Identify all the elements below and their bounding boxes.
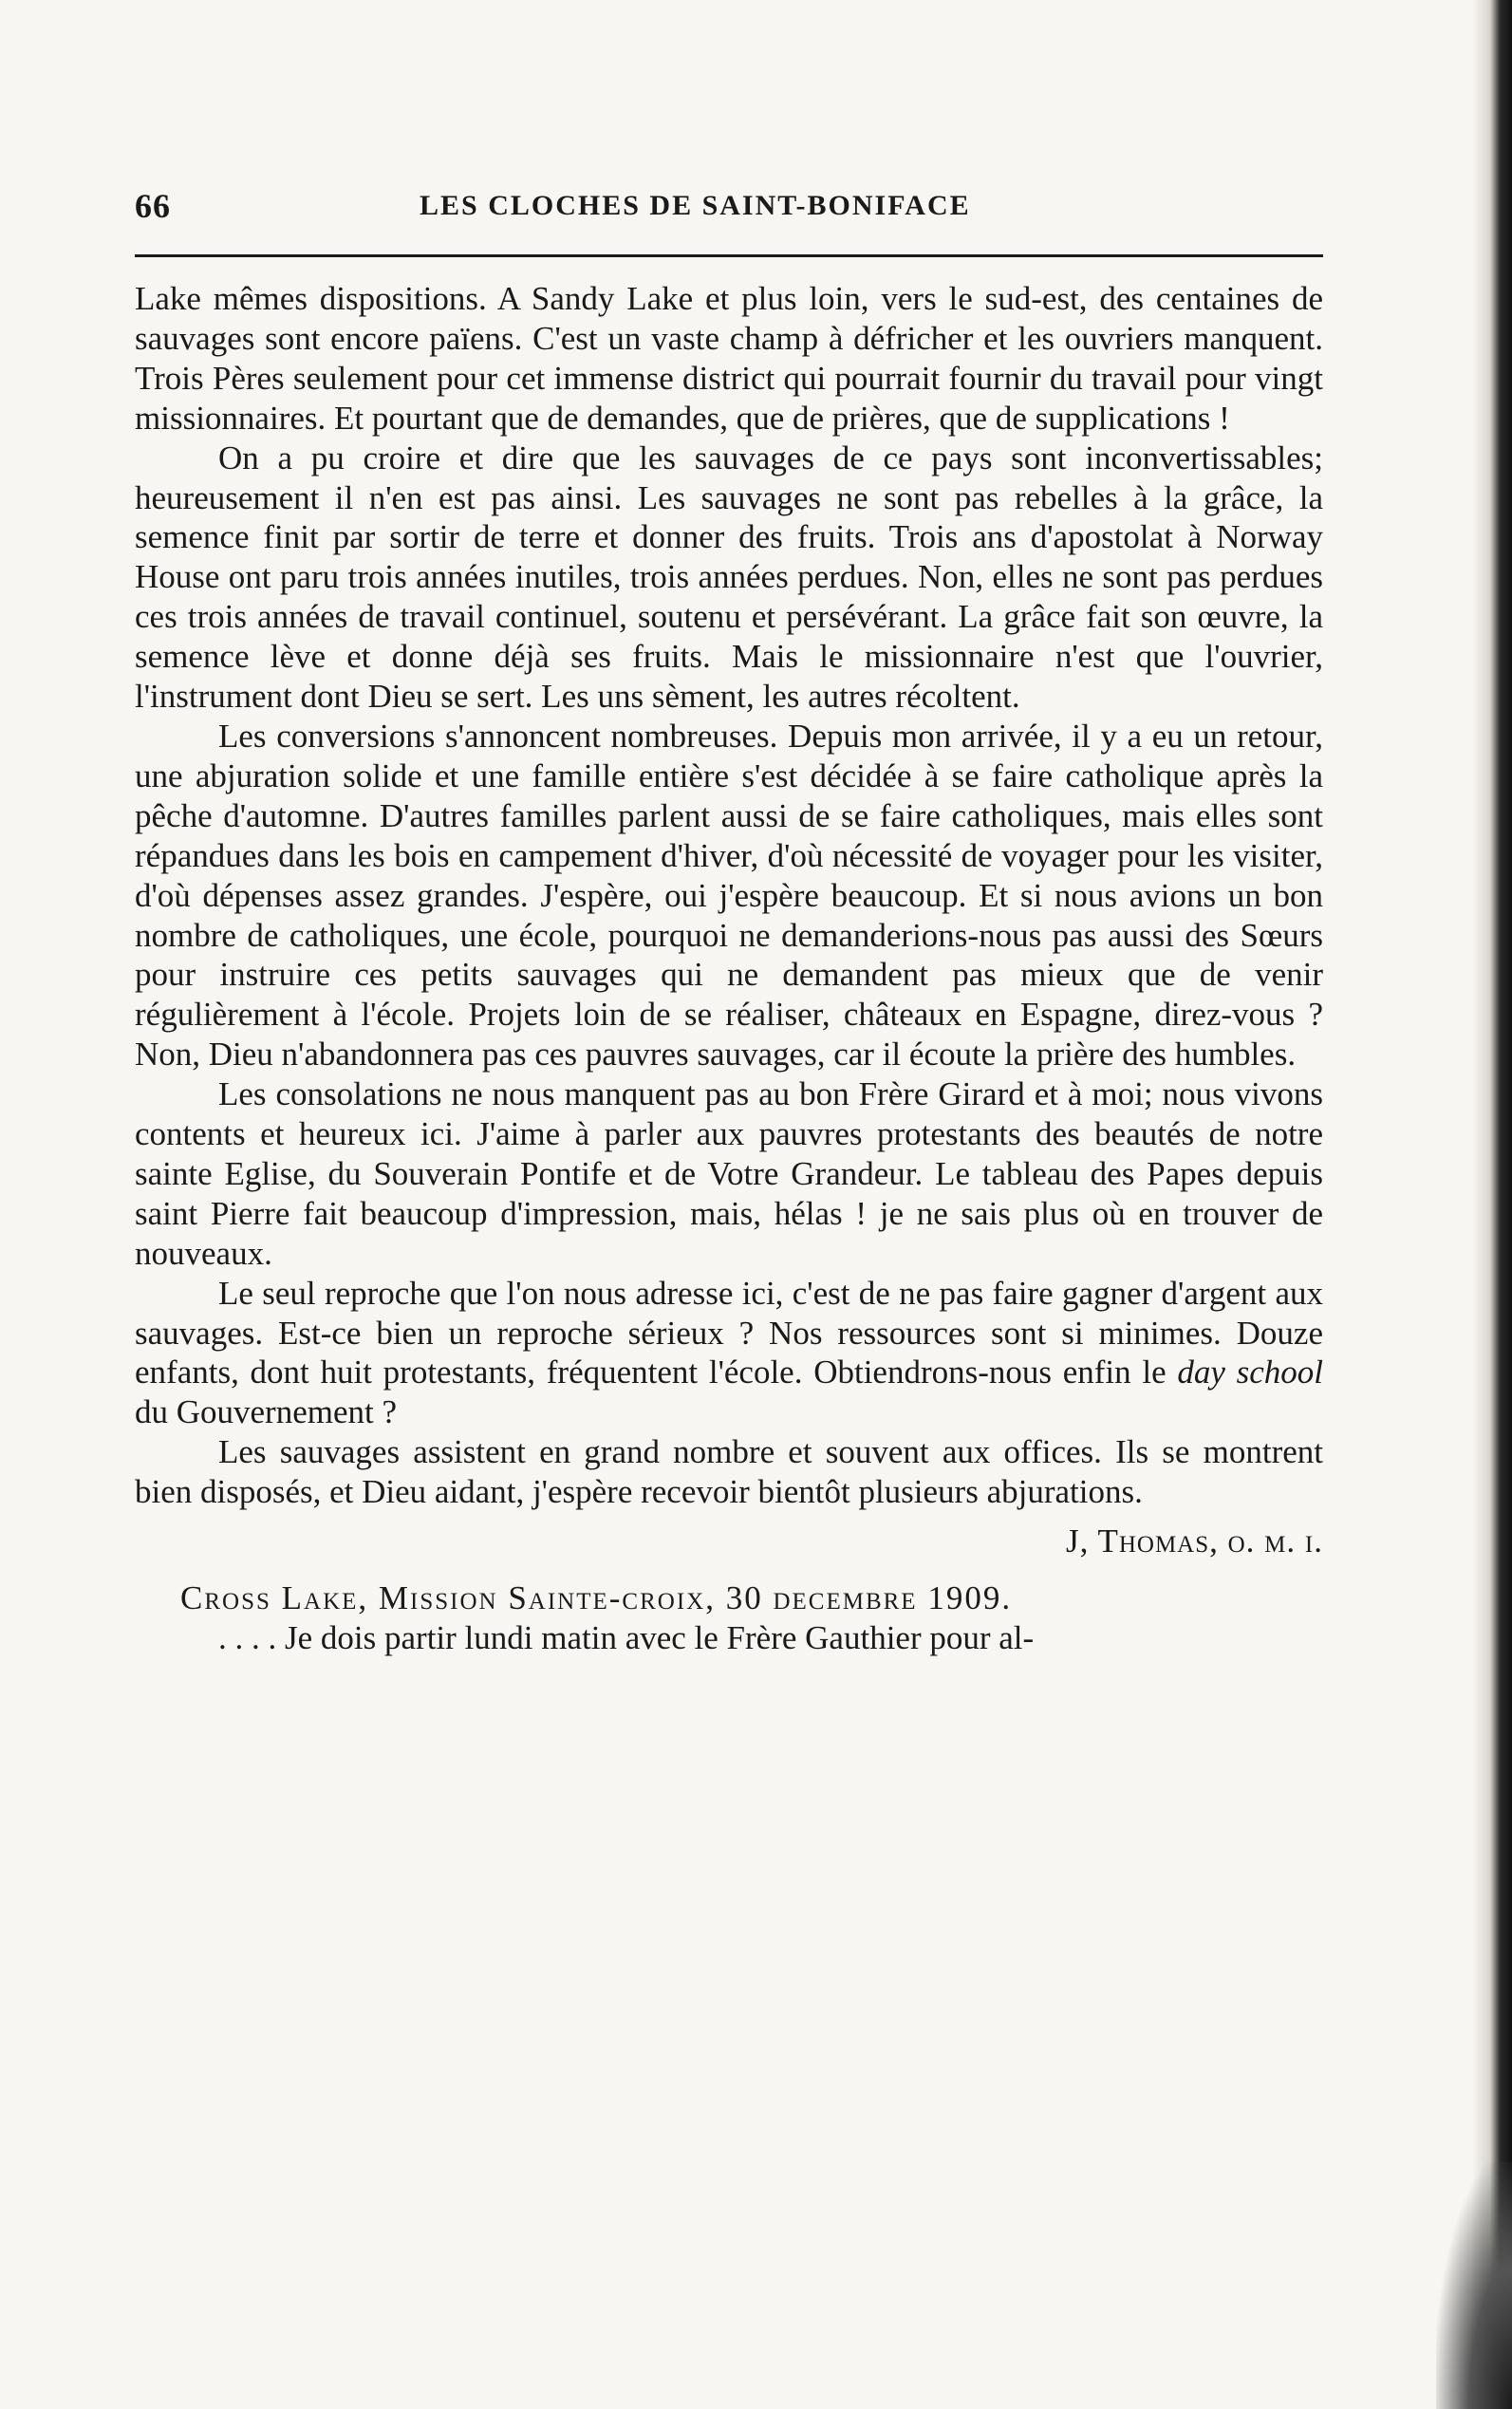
continuation-paragraph: . . . . Je dois partir lundi matin avec le Frère Gauthier pour al-	[218, 1618, 1035, 1656]
running-head: LES CLOCHES DE SAINT-BONIFACE	[420, 190, 971, 221]
page-corner-shadow	[1436, 2162, 1512, 2409]
paragraph-6: Les sauvages assistent en grand nombre et souvent aux offices. Ils se montrent bien disposés, et Dieu aidant, j'espère recevoir bientôt plusieurs abjurations.	[135, 1433, 1323, 1511]
paragraph-5-text-b: du Gouvernement ?	[135, 1393, 398, 1431]
paragraph-5-italic: day school	[1177, 1354, 1323, 1391]
paragraph-4: Les consolations ne nous manquent pas au bon Frère Girard et à moi; nous vivons contents et heureux ici. J'aime à parler aux pauvres protestants des beautés de notre sainte Eglise, du Souverain Pontife et de Votre Grandeur. Le tableau des Papes depuis saint Pierre fait beaucoup d'impression, mais, hélas ! je ne sais plus où en trouver de nouveaux.	[135, 1075, 1323, 1272]
page-header	[135, 186, 1323, 237]
paragraph-5-text-a: Le seul reproche que l'on nous adresse ici, c'est de ne pas faire gagner d'argent aux sauvages. Est-ce bien un reproche sérieux ? Nos ressources sont si minimes. Douze enfants, dont huit protestants, fréquentent l'école. Obtiendrons-nous enfin le	[135, 1274, 1323, 1391]
dateline: Cross Lake, Mission Sainte-croix, 30 decembre 1909.	[180, 1579, 1013, 1616]
page-edge-shadow	[1472, 0, 1512, 2409]
paragraph-3: Les conversions s'annoncent nombreuses. Depuis mon arrivée, il y a eu un retour, une abjuration solide et une famille entière s'est décidée à se faire catholique après la pêche d'automne. D'autres familles parlent aussi de se faire catholiques, mais elles sont répandues dans les bois en campement d'hiver, d'où nécessité de voyager pour les visiter, d'où dépenses assez grandes. J'espère, oui j'espère beaucoup. Et si nous avions un bon nombre de catholiques, une école, pourquoi ne demanderions-nous pas aussi des Sœurs pour instruire ces petits sauvages qui ne demandent pas mieux que de venir régulièrement à l'école. Projets loin de se réaliser, châteaux en Espagne, direz-vous ? Non, Dieu n'abandonnera pas ces pauvres sauvages, car il écoute la prière des humbles.	[135, 717, 1323, 1074]
paragraph-1: Lake mêmes dispositions. A Sandy Lake et plus loin, vers le sud-est, des centaines de sauvages sont encore païens. C'est un vaste champ à défricher et les ouvriers manquent. Trois Pères seulement pour cet immense district qui pourrait fournir du travail pour vingt missionnaires. Et pourtant que de demandes, que de prières, que de supplications !	[135, 280, 1323, 437]
body-text	[135, 279, 1323, 1658]
paragraph-5	[135, 1274, 1323, 1433]
signature: J, Thomas, o. m. i.	[1065, 1522, 1323, 1560]
header-rule	[135, 254, 1323, 257]
paragraph-2: On a pu croire et dire que les sauvages de ce pays sont inconvertissables; heureusement il n'en est pas ainsi. Les sauvages ne sont pas rebelles à la grâce, la semence finit par sortir de terre et donner des fruits. Trois ans d'apostolat à Norway House ont paru trois années inutiles, trois années perdues. Non, elles ne sont pas perdues ces trois années de travail continuel, soutenu et persévérant. La grâce fait son œuvre, la semence lève et donne déjà ses fruits. Mais le missionnaire n'est que l'ouvrier, l'instrument dont Dieu se sert. Les uns sèment, les autres récoltent.	[135, 439, 1323, 716]
page-number: 66	[135, 187, 171, 225]
